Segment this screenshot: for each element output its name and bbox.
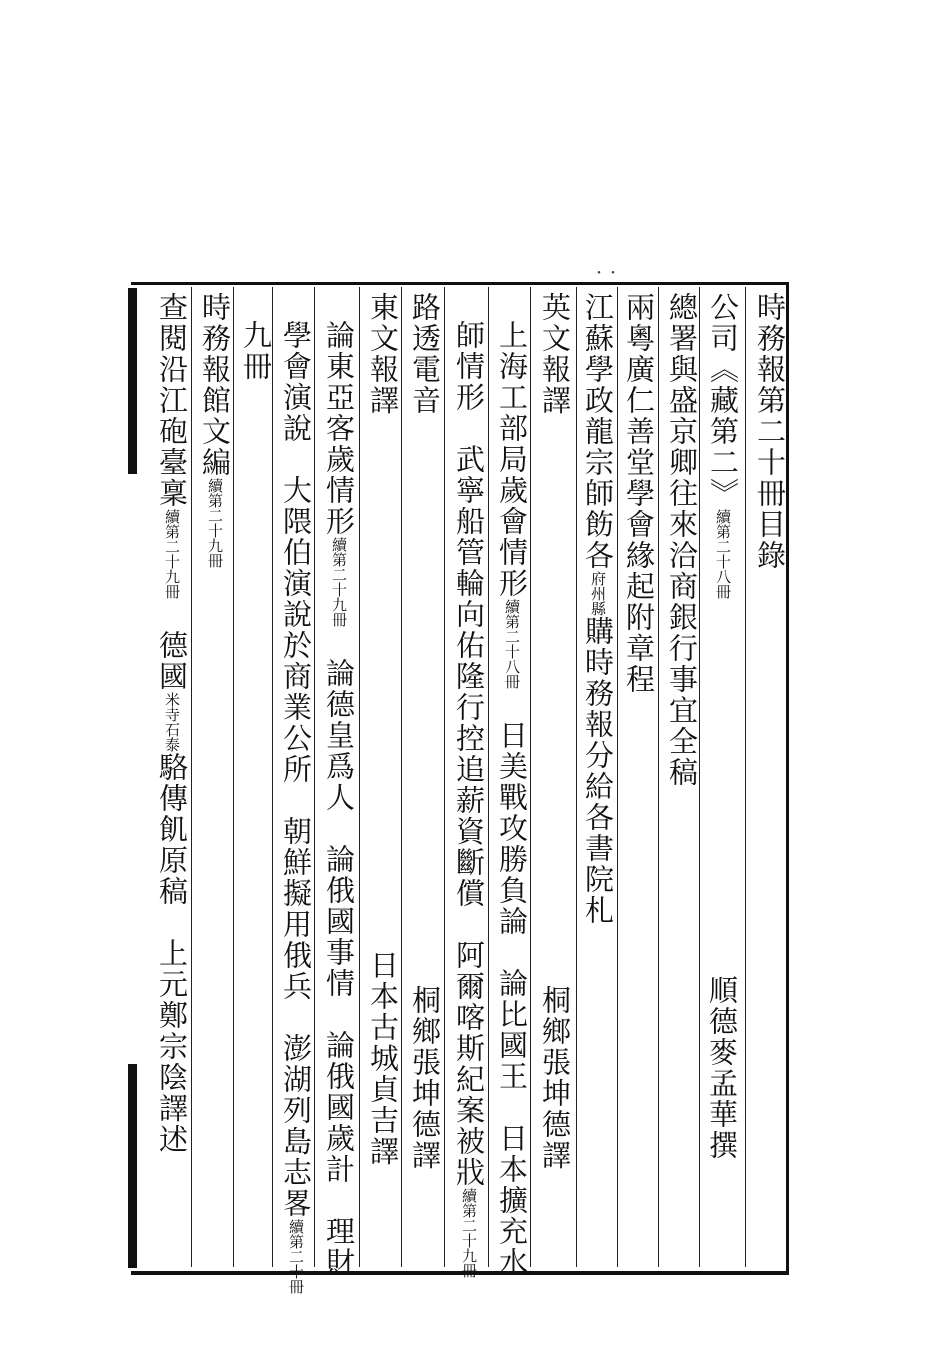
toc-column xyxy=(195,292,235,568)
toc-column xyxy=(152,292,192,1155)
translator-credit: 桐鄉張坤德譯 xyxy=(538,985,572,1171)
toc-column xyxy=(619,292,659,695)
toc-column xyxy=(319,320,359,1278)
toc-column xyxy=(578,292,618,926)
toc-entry: 論德皇爲人 論俄國事情 論俄國歲計 xyxy=(322,658,356,1185)
toc-note: 米寺石泰 xyxy=(163,692,181,752)
toc-entry: 德國 xyxy=(155,630,189,692)
toc-entry: 公司《藏第二》 xyxy=(706,292,740,509)
translator-credit: 桐鄉張坤德譯 xyxy=(408,985,442,1171)
toc-note: 續第二十八冊 xyxy=(503,599,521,689)
toc-column xyxy=(405,292,445,416)
toc-entry: 上海工部局歲會情形 xyxy=(495,320,529,599)
toc-entry: 駱傳飢原稿 xyxy=(155,752,189,907)
translator-credit: 順德麥孟華撰 xyxy=(705,975,739,1161)
section-heading: 時務報館文編 xyxy=(198,292,232,478)
toc-entry: 購時務報分給各書院札 xyxy=(581,616,615,926)
toc-entry: 日美戰攻勝負論 論比國王 xyxy=(495,720,529,1092)
column-rule xyxy=(359,287,360,1267)
frame-edge-bottom xyxy=(128,1064,137,1268)
toc-column xyxy=(363,292,403,416)
toc-note: 續第二十九冊 xyxy=(330,537,348,627)
toc-note: 續第二十九冊 xyxy=(206,478,224,568)
toc-entry: 日本擴充水 xyxy=(495,1123,529,1278)
toc-note: 續第二十九冊 xyxy=(163,509,181,599)
translator-credit: 日本古城貞吉譯 xyxy=(366,950,400,1167)
section-heading: 東文報譯 xyxy=(366,292,400,416)
section-heading: 英文報譯 xyxy=(538,292,572,416)
toc-entry: 總署與盛京卿往來洽商銀行事宜全稿 xyxy=(665,292,699,788)
toc-column xyxy=(703,292,743,599)
column-rule xyxy=(272,287,273,1267)
toc-note: 續第二十九冊 xyxy=(460,1188,478,1278)
toc-note: 府州縣 xyxy=(589,571,607,616)
page-title: 時務報第二十冊目錄 xyxy=(753,292,787,571)
toc-note: 續第二十冊 xyxy=(287,1219,305,1294)
column-rule xyxy=(745,287,746,1267)
translator-credit: 上元鄭宗陰譯述 xyxy=(155,938,189,1155)
toc-entry: 九冊 xyxy=(239,320,273,382)
toc-entry: 師情形 武寧船管輪向佑隆行控追薪資斷償 阿爾喀斯紀案被戕 xyxy=(452,320,486,1188)
column-rule xyxy=(576,287,577,1267)
toc-column xyxy=(662,292,702,788)
toc-column xyxy=(276,320,316,1294)
frame-edge-top xyxy=(128,288,137,474)
toc-column xyxy=(492,320,532,1278)
toc-entry: 學會演說 大隈伯演說於商業公所 朝鮮擬用俄兵 澎湖列島志畧 xyxy=(279,320,313,1219)
toc-column xyxy=(449,320,489,1278)
toc-entry: 查閱沿江砲臺稟 xyxy=(155,292,189,509)
toc-column xyxy=(236,320,276,382)
toc-entry: 兩粵廣仁善堂學會緣起附章程 xyxy=(622,292,656,695)
ink-mark: ・・ xyxy=(592,266,620,282)
toc-column xyxy=(535,292,575,416)
toc-entry: 論東亞客歲情形 xyxy=(322,320,356,537)
toc-entry: 理財 xyxy=(322,1216,356,1278)
toc-note: 續第二十八冊 xyxy=(714,509,732,599)
section-heading: 路透電音 xyxy=(408,292,442,416)
toc-entry: 江蘇學政龍宗師飭各 xyxy=(581,292,615,571)
